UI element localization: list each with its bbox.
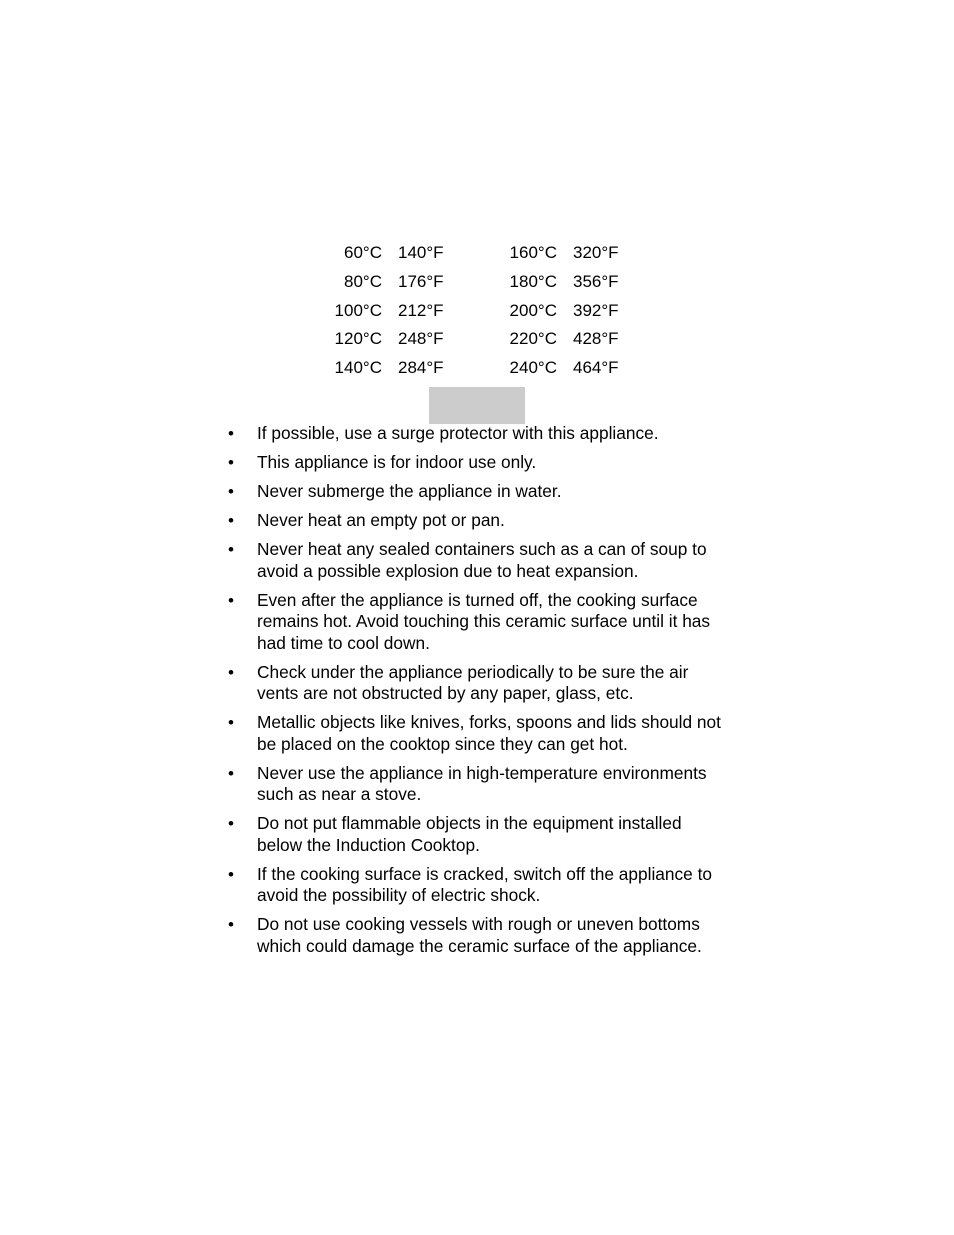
celsius-value: 140°C xyxy=(334,358,382,378)
list-item-text: Never heat an empty pot or pan. xyxy=(257,510,505,530)
list-item-text: Never submerge the appliance in water. xyxy=(257,481,562,501)
list-item xyxy=(228,510,728,532)
celsius-value: 80°C xyxy=(344,271,382,291)
celsius-value: 200°C xyxy=(509,300,557,320)
list-item xyxy=(228,590,728,655)
bullet-icon: • xyxy=(228,814,234,833)
list-item-text: If possible, use a surge protector with this appliance. xyxy=(257,423,659,443)
fahrenheit-value: 320°F xyxy=(573,243,619,262)
bullet-icon: • xyxy=(228,424,234,443)
bullet-icon: • xyxy=(228,763,234,783)
list-item-text: If the cooking surface is cracked, switch off the appliance to avoid the possibility of electric shock. xyxy=(257,863,712,905)
celsius-value: 240°C xyxy=(509,358,557,378)
fahrenheit-value: 428°F xyxy=(573,329,619,349)
celsius-value: 180°C xyxy=(509,271,557,291)
list-item-text: This appliance is for indoor use only. xyxy=(257,452,537,472)
list-item xyxy=(228,914,728,957)
fahrenheit-value: 248°F xyxy=(398,329,444,349)
fahrenheit-value: 464°F xyxy=(573,358,619,378)
temperature-row xyxy=(320,297,640,326)
bullet-icon: • xyxy=(228,864,234,884)
list-item-text: Check under the appliance periodically to be sure the air vents are not obstructed by any paper, glass, etc. xyxy=(257,661,689,703)
gray-placeholder-box xyxy=(429,387,525,424)
fahrenheit-value: 176°F xyxy=(398,271,444,291)
celsius-value: 160°C xyxy=(509,243,557,262)
list-item-text: Do not use cooking vessels with rough or uneven bottoms which could damage the ceramic surface of the appliance. xyxy=(257,914,702,956)
temperature-row xyxy=(320,354,640,383)
bullet-icon: • xyxy=(228,662,234,682)
list-item-text: Never heat any sealed containers such as a can of soup to avoid a possible explosion due to heat expansion. xyxy=(257,539,707,581)
bullet-icon: • xyxy=(228,540,234,559)
list-item xyxy=(228,813,728,856)
temperature-row xyxy=(320,268,640,297)
list-item-text: Metallic objects like knives, forks, spoons and lids should not be placed on the cooktop since they can get hot. xyxy=(257,712,721,754)
safety-instructions-list xyxy=(228,423,728,965)
fahrenheit-value: 356°F xyxy=(573,271,619,291)
list-item-text: Never use the appliance in high-temperature environments such as near a stove. xyxy=(257,762,707,804)
list-item xyxy=(228,864,728,907)
list-item-text: Do not put flammable objects in the equipment installed below the Induction Cooktop. xyxy=(257,813,682,855)
celsius-value: 120°C xyxy=(334,329,382,349)
list-item xyxy=(228,423,728,445)
list-item-text: Even after the appliance is turned off, the cooking surface remains hot. Avoid touching this ceramic surface until it has had time to cool down. xyxy=(257,589,711,653)
bullet-icon: • xyxy=(228,453,234,472)
fahrenheit-value: 140°F xyxy=(398,243,444,262)
list-item xyxy=(228,662,728,705)
celsius-value: 220°C xyxy=(509,329,557,349)
list-item xyxy=(228,763,728,806)
bullet-icon: • xyxy=(228,482,234,501)
bullet-icon: • xyxy=(228,915,234,934)
list-item xyxy=(228,539,728,582)
bullet-icon: • xyxy=(228,713,234,732)
celsius-value: 60°C xyxy=(344,243,382,262)
bullet-icon: • xyxy=(228,511,234,530)
fahrenheit-value: 284°F xyxy=(398,358,444,378)
temperature-row xyxy=(320,325,640,354)
list-item xyxy=(228,481,728,503)
list-item xyxy=(228,712,728,755)
temperature-row xyxy=(320,239,640,268)
bullet-icon: • xyxy=(228,590,234,610)
list-item xyxy=(228,452,728,474)
fahrenheit-value: 392°F xyxy=(573,300,619,320)
temperature-conversion-table xyxy=(320,239,640,383)
fahrenheit-value: 212°F xyxy=(398,300,444,320)
celsius-value: 100°C xyxy=(334,300,382,320)
